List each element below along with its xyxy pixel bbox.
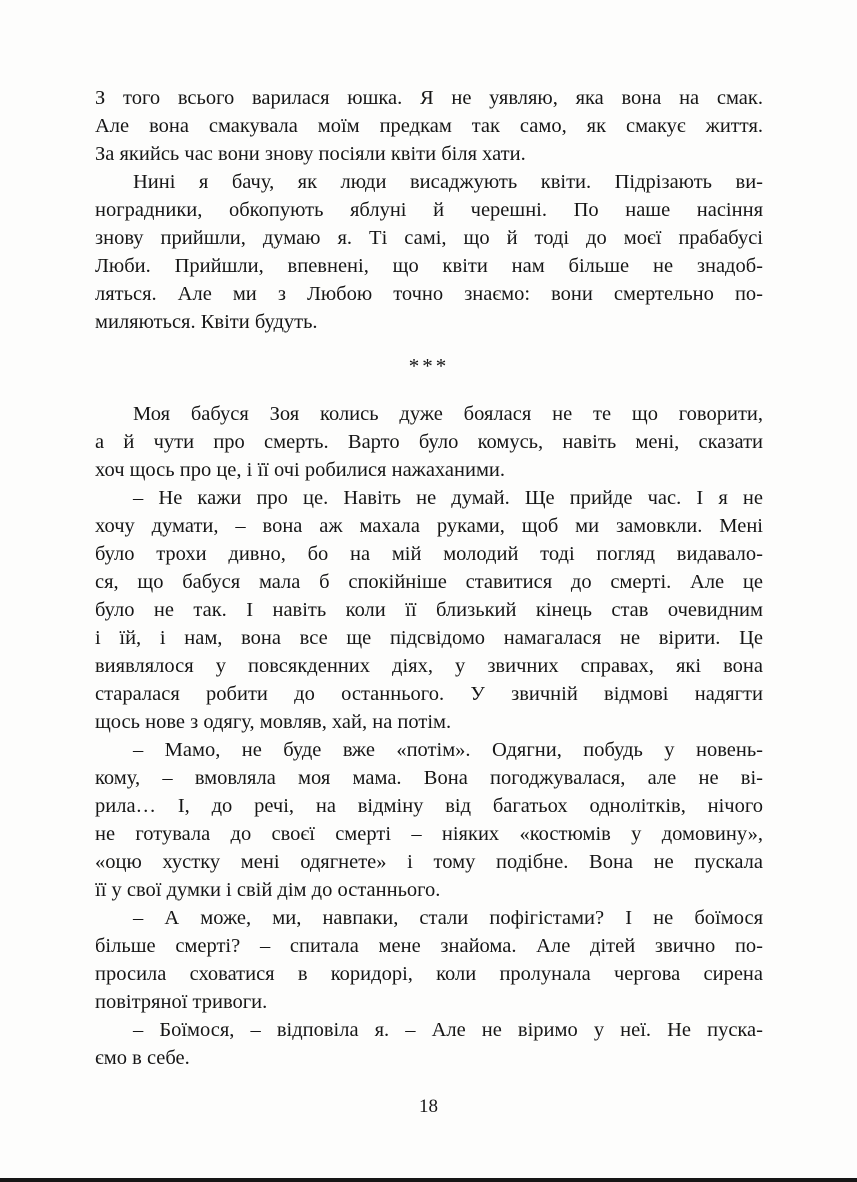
page-bottom-edge	[0, 1178, 857, 1182]
page-number: 18	[419, 1096, 438, 1117]
text-line: ноградники, обкопують яблуні й черешні. По наше насіння	[95, 199, 763, 221]
text-line: старалася робити до останнього. У звичній відмові надягти	[95, 683, 763, 705]
text-line: миляються. Квіти будуть.	[95, 311, 318, 333]
text-line: – А може, ми, навпаки, стали пофігістами? І не боїмося	[133, 907, 763, 929]
text-line: а й чути про смерть. Варто було комусь, навіть мені, сказати	[95, 431, 763, 453]
text-line: ляться. Але ми з Любою точно знаємо: вони смертельно по-	[95, 283, 763, 305]
paragraph	[95, 84, 763, 168]
text-line: повітряної тривоги.	[95, 991, 268, 1013]
section-separator: ***	[408, 354, 450, 378]
text-line: ся, що бабуся мала б спокійніше ставитися до смерті. Але це	[95, 571, 763, 593]
paragraph	[95, 736, 763, 904]
paragraph	[95, 400, 763, 484]
text-line: було трохи дивно, бо на мій молодий тоді погляд видавало-	[95, 543, 763, 565]
text-line: За якийсь час вони знову посіяли квіти біля хати.	[95, 143, 526, 165]
text-line: З того всього варилася юшка. Я не уявляю, яка вона на смак.	[95, 87, 763, 109]
paragraph	[95, 1016, 763, 1072]
text-line: рила… І, до речі, на відміну від багатьох однолітків, нічого	[95, 795, 763, 817]
paragraph	[95, 904, 763, 1016]
text-line: щось нове з одягу, мовляв, хай, на потім.	[95, 711, 452, 733]
text-line: просила сховатися в коридорі, коли пролунала чергова сирена	[95, 963, 763, 985]
text-line: було не так. І навіть коли її близький кінець став очевидним	[95, 599, 763, 621]
text-line: хочу думати, – вона аж махала руками, щоб ми замовкли. Мені	[95, 515, 763, 537]
text-line: – Боїмося, – відповіла я. – Але не віримо у неї. Не пуска-	[133, 1019, 763, 1041]
text-line: Моя бабуся Зоя колись дуже боялася не те що говорити,	[133, 403, 763, 425]
paragraph	[95, 168, 763, 336]
text-line: – Мамо, не буде вже «потім». Одягни, побудь у новень-	[133, 739, 763, 761]
text-line: знову прийшли, думаю я. Ті самі, що й тоді до моєї прабабусі	[95, 227, 763, 249]
paragraph	[95, 484, 763, 736]
text-line: ємо в себе.	[95, 1047, 190, 1069]
text-line: Люби. Прийшли, впевнені, що квіти нам більше не знадоб-	[95, 255, 763, 277]
text-block	[95, 84, 763, 1072]
text-line: не готувала до своєї смерті – ніяких «костюмів у домовину»,	[95, 823, 763, 845]
text-line: хоч щось про це, і її очі робилися нажаханими.	[95, 459, 506, 481]
text-line: більше смерті? – спитала мене знайома. Але дітей звично по-	[95, 935, 763, 957]
text-line: її у свої думки і свій дім до останнього.	[95, 879, 441, 901]
text-line: виявлялося у повсякденних діях, у звичних справах, які вона	[95, 655, 763, 677]
text-line: – Не кажи про це. Навіть не думай. Ще прийде час. І я не	[133, 487, 763, 509]
text-line: Але вона смакувала моїм предкам так само, як смакує життя.	[95, 115, 763, 137]
text-line: Нині я бачу, як люди висаджують квіти. Підрізають ви-	[133, 171, 763, 193]
text-line: «оцю хустку мені одягнете» і тому подібне. Вона не пускала	[95, 851, 763, 873]
text-line: кому, – вмовляла моя мама. Вона погоджувалася, але не ві-	[95, 767, 763, 789]
text-line: і їй, і нам, вона все ще підсвідомо намагалася не вірити. Це	[95, 627, 763, 649]
